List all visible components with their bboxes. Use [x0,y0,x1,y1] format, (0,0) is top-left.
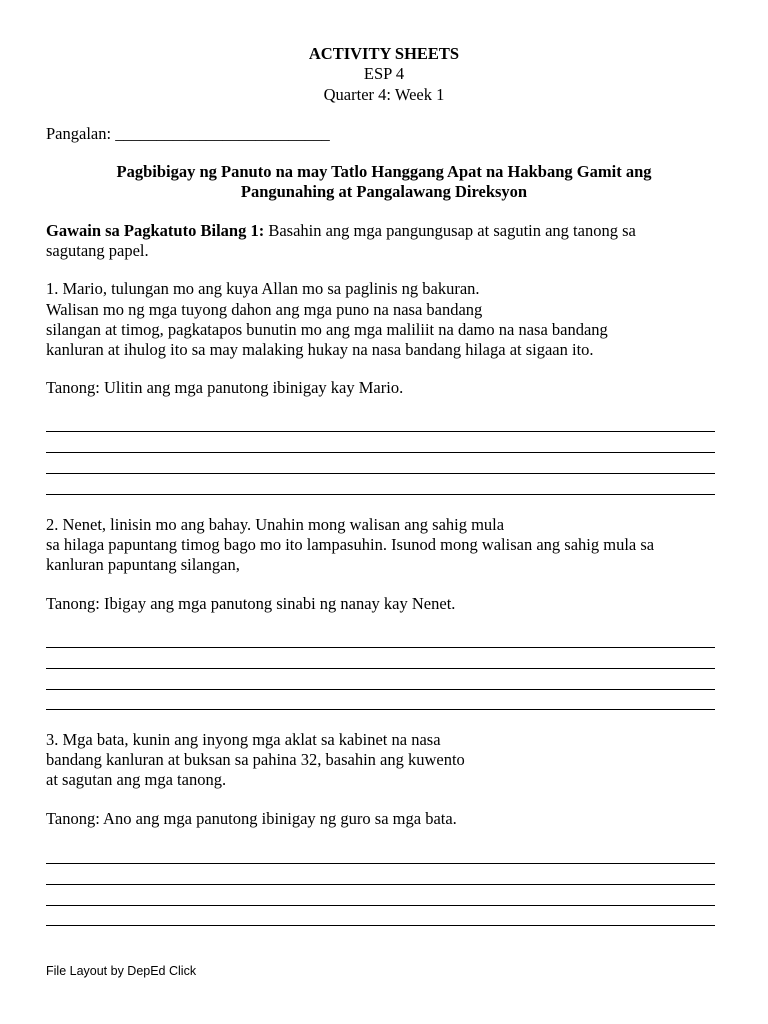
item-1-line-3: silangan at timog, pagkatapos bunutin mo ang mga maliliit na damo na nasa bandang [46,320,608,339]
item-1-line-1: 1. Mario, tulungan mo ang kuya Allan mo sa paglinis ng bakuran. [46,279,480,298]
item-1-question: Tanong: Ulitin ang mga panutong ibinigay kay Mario. [46,378,404,397]
lesson-title-line-2: Pangunahing at Pangalawang Direksyon [240,182,528,201]
item-3-line-2: bandang kanluran at buksan sa pahina 32, basahin ang kuwento [46,750,465,769]
lesson-title-line-1: Pagbibigay ng Panuto na may Tatlo Hanggang Apat na Hakbang Gamit ang [116,162,652,181]
item-1-line-4: kanluran at ihulog ito sa may malaking hukay na nasa bandang hilaga at sigaan ito. [46,340,594,359]
item-2-line-2: sa hilaga papuntang timog bago mo ito lampasuhin. Isunod mong walisan ang sahig mula sa [46,535,655,554]
answer-line[interactable] [46,473,715,474]
activity-instruction [46,221,636,241]
answer-line[interactable] [46,709,715,710]
quarter-label: Quarter 4: Week 1 [323,85,445,104]
answer-line[interactable] [46,494,715,495]
item-3-line-1: 3. Mga bata, kunin ang inyong mga aklat sa kabinet na nasa [46,730,441,749]
activity-instruction-continued: sagutang papel. [46,241,149,260]
answer-line[interactable] [46,452,715,453]
answer-line[interactable] [46,905,715,906]
activity-label: Gawain sa Pagkatuto Bilang 1: [46,221,265,240]
footer-credit: File Layout by DepEd Click [46,964,197,978]
item-1-line-2: Walisan mo ng mga tuyong dahon ang mga puno na nasa bandang [46,300,483,319]
answer-line[interactable] [46,863,715,864]
answer-line[interactable] [46,647,715,648]
name-field-blank: __________________________ [115,124,330,143]
item-2-line-3: kanluran papuntang silangan, [46,555,240,574]
name-field [46,124,330,144]
item-3-line-3: at sagutan ang mga tanong. [46,770,227,789]
item-2-line-1: 2. Nenet, linisin mo ang bahay. Unahin mong walisan ang sahig mula [46,515,505,534]
sheet-title: ACTIVITY SHEETS [308,44,460,63]
item-2-question: Tanong: Ibigay ang mga panutong sinabi ng nanay kay Nenet. [46,594,456,613]
answer-line[interactable] [46,925,715,926]
answer-line[interactable] [46,884,715,885]
name-field-label: Pangalan: [46,124,116,143]
answer-line[interactable] [46,431,715,432]
subject-label: ESP 4 [363,64,405,83]
item-3-question: Tanong: Ano ang mga panutong ibinigay ng guro sa mga bata. [46,809,457,828]
answer-line[interactable] [46,668,715,669]
answer-line[interactable] [46,689,715,690]
activity-instruction-text: Basahin ang mga pangungusap at sagutin ang tanong sa [264,221,636,240]
